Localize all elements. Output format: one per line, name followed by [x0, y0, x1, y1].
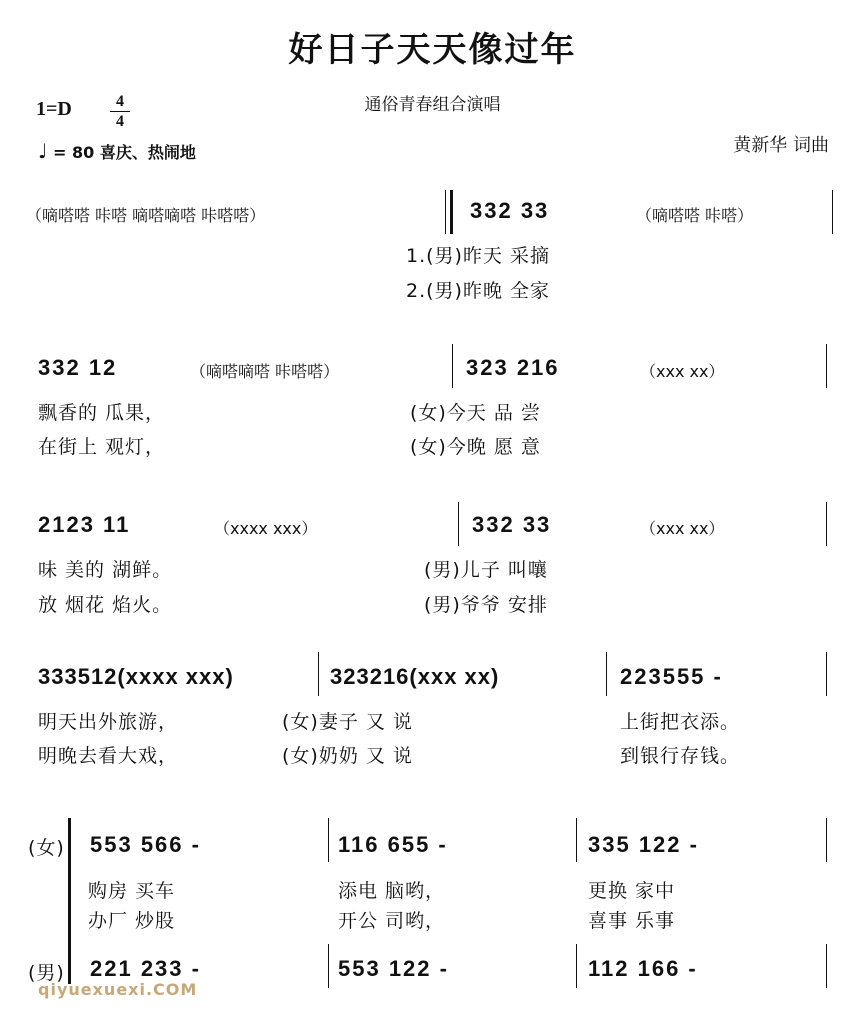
rhythm-fill: （嘀嗒嘀嗒 咔嗒嗒） [190, 362, 340, 381]
lyric-verse-2: 办厂 炒股 [88, 910, 176, 932]
lyric-verse-2: (男)爷爷 安排 [424, 594, 548, 616]
lyric-verse-2: 2.(男)昨晚 全家 [406, 280, 550, 302]
key-signature: 1=D [36, 98, 72, 120]
lyric-verse-1: 购房 买车 [88, 880, 176, 902]
lyric-verse-2: 明晚去看大戏， [38, 745, 179, 767]
rhythm-fill: （xxxx xxx） [214, 519, 318, 538]
melody-notes: 323216(xxx xx) [330, 664, 500, 689]
melody-notes: 332 33 [472, 512, 552, 537]
tempo-text: = 80 喜庆、热闹地 [53, 143, 196, 162]
time-top: 4 [116, 93, 124, 110]
lyric-verse-1: 上街把衣添。 [620, 711, 741, 733]
melody-notes: 323 216 [466, 355, 560, 380]
repeat-barline-thick [450, 190, 453, 234]
melody-notes: 553 566 - [90, 832, 201, 857]
lyric-verse-2: 喜事 乐事 [588, 910, 676, 932]
rhythm-fill: （xxx xx） [640, 362, 725, 381]
barline [452, 344, 453, 388]
lyric-verse-2: 开公 司哟， [338, 910, 446, 932]
lyric-verse-2: (女)奶奶 又 说 [282, 745, 413, 767]
rhythm-fill: （xxx xx） [640, 519, 725, 538]
barline [328, 944, 329, 988]
lyric-verse-1: 明天出外旅游， [38, 711, 179, 733]
lyric-verse-1: 1.(男)昨天 采摘 [406, 245, 550, 267]
barline [826, 944, 827, 988]
author-credit: 黄新华 词曲 [733, 135, 829, 156]
barline [576, 944, 577, 988]
barline [832, 190, 833, 234]
lyric-verse-2: 到银行存钱。 [620, 745, 741, 767]
barline [606, 652, 607, 696]
lyric-verse-2: 放 烟花 焰火。 [38, 594, 173, 616]
lyric-verse-1: (女)妻子 又 说 [282, 711, 413, 733]
barline [328, 818, 329, 862]
melody-notes: 332 12 [38, 355, 118, 380]
melody-notes: 335 122 - [588, 832, 699, 857]
lyric-verse-2: 在街上 观灯， [38, 436, 166, 458]
song-title: 好日子天天像过年 [288, 30, 577, 70]
melody-notes: 223555 - [620, 664, 723, 689]
melody-notes: 112 166 - [588, 956, 698, 981]
performer-note: 通俗青春组合演唱 [364, 95, 501, 115]
tempo-marking [38, 139, 196, 163]
melody-notes: 553 122 - [338, 956, 449, 981]
barline [576, 818, 577, 862]
system-brace [68, 818, 71, 984]
melody-notes: 2123 11 [38, 512, 131, 537]
site-watermark: qiyuexuexi.COM [38, 980, 198, 999]
barline [458, 502, 459, 546]
intro-rhythm: （嘀嗒嗒 咔嗒 嘀嗒嘀嗒 咔嗒嗒） [26, 206, 266, 225]
melody-notes: 333512(xxxx xxx) [38, 664, 234, 689]
barline [826, 818, 827, 862]
lyric-verse-1: (女)今天 品 尝 [410, 402, 541, 424]
quarter-note-icon: ♩ [38, 139, 48, 163]
barline [318, 652, 319, 696]
melody-notes: 116 655 - [338, 832, 448, 857]
rhythm-fill: （嘀嗒嗒 咔嗒） [636, 206, 754, 225]
lyric-verse-1: 飘香的 瓜果， [38, 402, 166, 424]
melody-notes: 332 33 [470, 198, 550, 223]
female-part-label: (女) [28, 837, 65, 859]
lyric-verse-1: 更换 家中 [588, 880, 676, 902]
barline [826, 344, 827, 388]
melody-notes: 221 233 - [90, 956, 201, 981]
lyric-verse-1: (男)儿子 叫嚷 [424, 559, 548, 581]
barline [826, 502, 827, 546]
lyric-verse-2: (女)今晚 愿 意 [410, 436, 541, 458]
lyric-verse-1: 添电 脑哟， [338, 880, 446, 902]
male-part-label: (男) [28, 962, 65, 984]
repeat-barline [445, 190, 446, 234]
time-signature [110, 93, 130, 130]
barline [826, 652, 827, 696]
time-bottom: 4 [116, 113, 124, 130]
lyric-verse-1: 味 美的 湖鲜。 [38, 559, 173, 581]
